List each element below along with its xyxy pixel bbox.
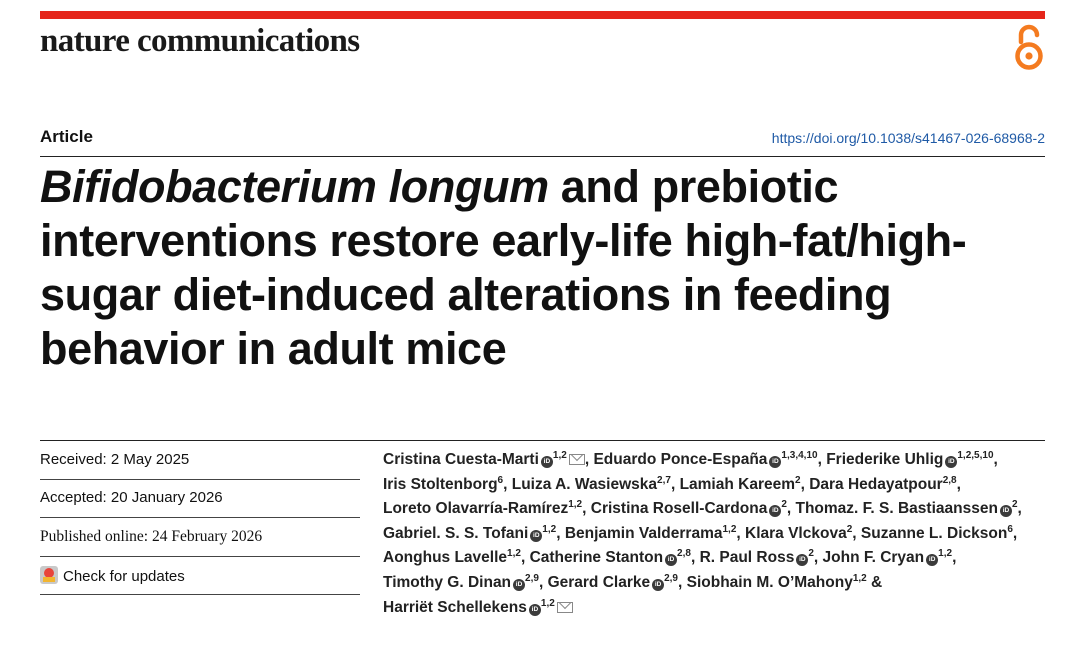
author-name[interactable]	[383, 476, 503, 493]
orcid-icon[interactable]: iD	[530, 530, 542, 542]
affiliation-superscript: 6	[497, 474, 504, 486]
meta-divider	[40, 594, 360, 595]
author-name[interactable]	[680, 476, 801, 493]
affiliation-superscript: 1,3,4,10	[781, 450, 818, 461]
author-name[interactable]	[861, 525, 1013, 542]
author-name-text: Gerard Clarke	[547, 573, 651, 591]
open-access-icon[interactable]	[1012, 24, 1046, 72]
affiliation-superscript: 1,2	[722, 523, 737, 535]
doi-link[interactable]: https://doi.org/10.1038/s41467-026-68968-2	[771, 130, 1045, 146]
orcid-icon[interactable]: iD	[945, 456, 957, 468]
author-name[interactable]	[823, 549, 953, 566]
affiliation-superscript: 2,8	[942, 474, 957, 486]
author-name-text: Suzanne L. Dickson	[860, 524, 1008, 542]
author-name[interactable]	[383, 500, 582, 517]
affiliation-superscript: 1,2	[540, 597, 555, 609]
affiliation-superscript: 1,2	[507, 548, 521, 560]
orcid-icon[interactable]: iD	[769, 505, 781, 517]
header-divider	[40, 156, 1045, 157]
orcid-icon[interactable]: iD	[926, 554, 938, 566]
affiliation-superscript: 1,2	[938, 548, 953, 560]
author-name[interactable]	[383, 451, 585, 468]
author-name[interactable]	[565, 525, 737, 542]
email-icon[interactable]	[557, 602, 573, 613]
article-type: Article	[40, 127, 93, 146]
journal-name: nature communications	[40, 23, 360, 59]
author-name-text: Klara Vlckova	[745, 524, 847, 542]
affiliation-superscript: 2	[795, 474, 801, 486]
meta-divider	[40, 556, 360, 557]
author-name-text: Benjamin Valderrama	[564, 524, 723, 542]
title-divider	[40, 440, 1045, 441]
author-name-text: Luiza A. Wasiewska	[511, 475, 658, 493]
title-species: Bifidobacterium longum	[40, 161, 549, 212]
title-text: and prebiotic interventions restore early-life high-fat/high-sugar diet-induced alterations in feeding behavior in adult mice	[40, 161, 967, 374]
orcid-icon[interactable]: iD	[529, 604, 541, 616]
author-name[interactable]	[826, 451, 993, 468]
meta-divider	[40, 517, 360, 518]
affiliation-superscript: 2,9	[525, 572, 539, 584]
author-name[interactable]	[383, 574, 539, 591]
article-title	[40, 160, 1045, 376]
author-name-text: Timothy G. Dinan	[383, 573, 512, 591]
author-name-text: Eduardo Ponce-España	[593, 451, 768, 468]
orcid-icon[interactable]: iD	[541, 456, 553, 468]
author-name[interactable]	[809, 476, 956, 493]
author-name-text: Cristina Cuesta-Marti	[383, 451, 539, 468]
affiliation-superscript: 2,7	[657, 474, 671, 486]
published-date: Published online: 24 February 2026	[40, 528, 263, 545]
author-name-text: Lamiah Kareem	[679, 475, 796, 493]
received-date: Received: 2 May 2025	[40, 451, 190, 468]
author-list: Cristina Cuesta-Marti iD$^{1,2}$ , Eduardo Ponce-España iD$^{1,3,4,10}$, Friederike Uhlig iD$^{1,2,5,10}$, Iris Stoltenborg$^6$, Luiza A. Wasiewska$^{2,7}$, Lamiah Kareem$^2$, Dara Hedayatpour$^{2,8}$, Loreto Olavarría-Ramírez$^{1,2}$, Cristina Rosell-Cardona $iD^2$, Thomaz. F. S. Bastiaanssen $iD^2$, Gabriel. S. S. Tofani iD$^{1,2}$, Benjamin Valderrama$^{1,2}$, Klara Vlckova$^2$, Suzanne L. Dickson$^6$, Aonghus Lavelle$^{1,2}$, Catherine Stanton iD$^{2,8}$, R. Paul Ross $iD^2$, John F. Cryan iD$^{1,2}$, Timothy G. Dinan iD$^{2,9}$, Gerard Clarke iD$^{2,9}$, Siobhain M. O’Mahony$^{1,2}$ & Harriët Schellekens iD$^{1,2}$	[383, 450, 1022, 616]
author-name[interactable]	[383, 599, 573, 616]
author-name[interactable]	[383, 525, 556, 542]
author-name[interactable]	[796, 500, 1018, 517]
affiliation-superscript: 2	[781, 499, 787, 511]
author-name[interactable]	[530, 549, 691, 566]
check-updates-icon	[40, 566, 58, 584]
affiliation-superscript: 2	[1011, 499, 1018, 511]
meta-divider	[40, 479, 360, 480]
affiliation-superscript: 1,2,5,10	[957, 450, 994, 461]
orcid-icon[interactable]: iD	[769, 456, 781, 468]
author-name-text: Aonghus Lavelle	[383, 549, 508, 567]
orcid-icon[interactable]: iD	[513, 579, 525, 591]
affiliation-superscript: 1,2	[568, 499, 583, 511]
author-name-text: Gabriel. S. S. Tofani	[383, 524, 529, 542]
author-name-text: John F. Cryan	[822, 549, 925, 567]
affiliation-superscript: 1,2	[542, 523, 557, 535]
author-name[interactable]	[591, 500, 787, 517]
author-name-text: Siobhain M. O’Mahony	[686, 573, 853, 591]
check-updates-link[interactable]	[40, 566, 360, 585]
author-name[interactable]	[745, 525, 852, 542]
author-name-text: Friederike Uhlig	[826, 451, 944, 468]
journal-accent-bar	[40, 11, 1045, 19]
orcid-icon[interactable]: iD	[1000, 505, 1012, 517]
orcid-icon[interactable]: iD	[665, 554, 677, 566]
affiliation-superscript: 2,9	[664, 572, 678, 584]
author-name-text: Iris Stoltenborg	[383, 475, 498, 493]
affiliation-superscript: 2	[808, 548, 814, 560]
author-name-text: Dara Hedayatpour	[809, 475, 943, 493]
email-icon[interactable]	[569, 454, 585, 465]
author-name-text: Cristina Rosell-Cardona	[590, 500, 768, 518]
accepted-date: Accepted: 20 January 2026	[40, 489, 223, 506]
author-name-text: Thomaz. F. S. Bastiaanssen	[795, 500, 998, 518]
author-name[interactable]	[687, 574, 867, 591]
affiliation-superscript: 2	[846, 523, 853, 535]
affiliation-superscript: 2,8	[677, 548, 691, 560]
affiliation-superscript: 1,2	[852, 572, 867, 584]
author-name[interactable]	[548, 574, 678, 591]
author-name-text: Catherine Stanton	[529, 549, 664, 567]
affiliation-superscript: 1,2	[552, 450, 567, 461]
author-name[interactable]	[512, 476, 671, 493]
author-name-text: Harriët Schellekens	[383, 598, 527, 616]
author-name-text: Loreto Olavarría-Ramírez	[383, 500, 569, 518]
author-name[interactable]	[383, 549, 521, 566]
orcid-icon[interactable]: iD	[796, 554, 808, 566]
affiliation-superscript: 6	[1007, 523, 1013, 535]
check-updates-label: Check for updates	[63, 568, 185, 585]
author-name[interactable]	[700, 549, 814, 566]
author-name[interactable]	[593, 451, 817, 468]
author-name-text: R. Paul Ross	[699, 549, 795, 567]
orcid-icon[interactable]: iD	[652, 579, 664, 591]
